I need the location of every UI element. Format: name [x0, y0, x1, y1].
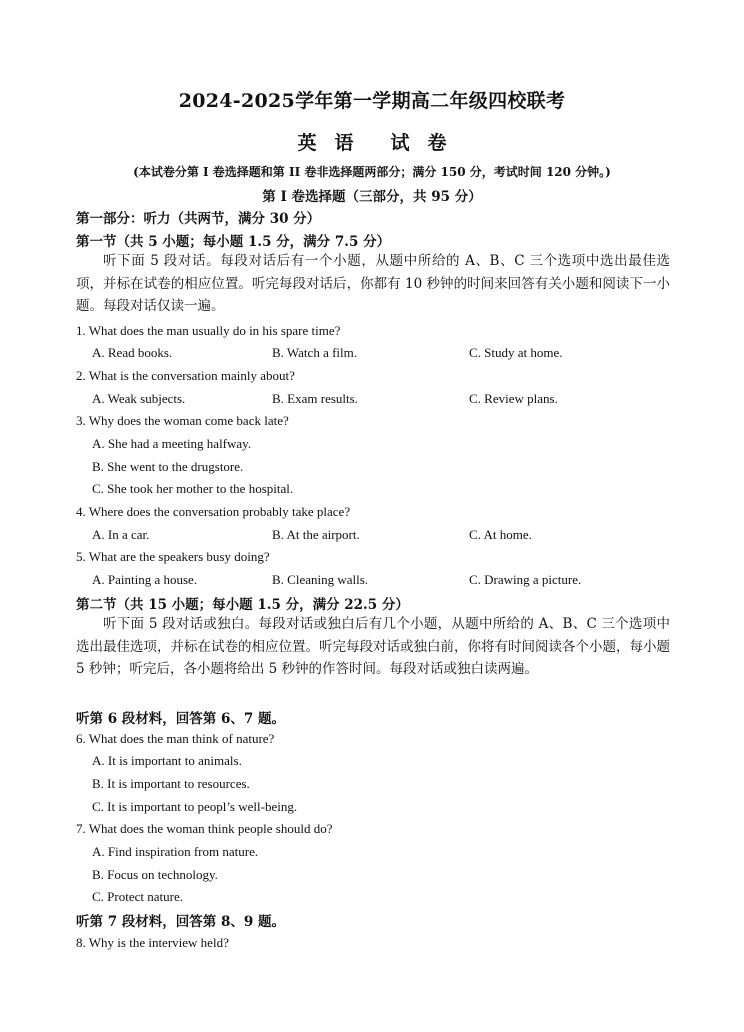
question: 3. Why does the woman come back late?	[76, 413, 289, 428]
question: 5. What are the speakers busy doing?	[76, 549, 270, 564]
option-c: C. She took her mother to the hospital.	[92, 481, 294, 496]
option-c: C. It is important to peopl’s well-being.	[92, 799, 298, 814]
option-b: B. It is important to resources.	[92, 776, 250, 791]
option-a: A. She had a meeting halfway.	[92, 436, 252, 451]
exam-note: (本试卷分第 I 卷选择题和第 II 卷非选择题两部分；满分 150 分，考试时间 120 分钟。)	[133, 165, 611, 179]
option-a: A. Painting a house.	[92, 572, 198, 587]
option-c: C. Review plans.	[469, 391, 558, 406]
subject-char: 语	[334, 132, 354, 154]
question: 4. Where does the conversation probably take place?	[76, 504, 351, 519]
question: 6. What does the man think of nature?	[76, 731, 275, 746]
option-b: B. Watch a film.	[272, 345, 358, 360]
question: 1. What does the man usually do in his spare time?	[76, 323, 341, 338]
material-heading: 听第 7 段材料，回答第 8、9 题。	[76, 914, 285, 930]
subject-char: 英	[297, 132, 317, 154]
option-c: C. At home.	[469, 527, 532, 542]
material-heading: 听第 6 段材料，回答第 6、7 题。	[76, 711, 285, 727]
option-c: C. Protect nature.	[92, 889, 183, 904]
option-a: A. In a car.	[92, 527, 150, 542]
option-b: B. Exam results.	[272, 391, 358, 406]
option-a: A. Find inspiration from nature.	[92, 844, 259, 859]
subject-char: 卷	[427, 132, 447, 154]
section-instructions: 听下面 5 段对话。每段对话后有一个小题，从题中所给的 A、B、C 三个选项中选出最佳选项，并标在试卷的相应位置。听完每段对话后，你都有 10 秒钟的时间来回答有关小题和阅读下一小题。每段对话仅读一遍。	[76, 253, 670, 314]
part-heading: 第一部分：听力（共两节，满分 30 分）	[76, 211, 321, 227]
option-a: A. Read books.	[92, 345, 173, 360]
option-c: C. Study at home.	[469, 345, 563, 360]
option-b: B. Cleaning walls.	[272, 572, 369, 587]
question: 2. What is the conversation mainly about?	[76, 368, 295, 383]
subject-char: 试	[390, 132, 410, 154]
section-heading: 第一节（共 5 小题；每小题 1.5 分，满分 7.5 分）	[76, 234, 391, 250]
option-c: C. Drawing a picture.	[469, 572, 582, 587]
option-a: A. It is important to animals.	[92, 753, 242, 768]
exam-title: 2024-2025学年第一学期高二年级四校联考	[178, 90, 566, 112]
option-b: B. She went to the drugstore.	[92, 459, 244, 474]
subject-title	[0, 128, 744, 155]
option-a: A. Weak subjects.	[92, 391, 186, 406]
option-b: B. Focus on technology.	[92, 867, 218, 882]
volume-heading: 第 I 卷选择题（三部分，共 95 分）	[262, 189, 482, 205]
section-instructions: 听下面 5 段对话或独白。每段对话或独白后有几个小题，从题中所给的 A、B、C 三个选项中选出最佳选项，并标在试卷的相应位置。听完每段对话或独白前，你将有时间阅读各个小题，每小题 5 秒钟；听完后，各小题将给出 5 秒钟的作答时间。每段对话或独白读两遍。	[76, 616, 670, 677]
section-heading: 第二节（共 15 小题；每小题 1.5 分，满分 22.5 分）	[76, 597, 409, 613]
question: 8. Why is the interview held?	[76, 935, 229, 950]
question: 7. What does the woman think people should do?	[76, 821, 333, 836]
option-b: B. At the airport.	[272, 527, 360, 542]
